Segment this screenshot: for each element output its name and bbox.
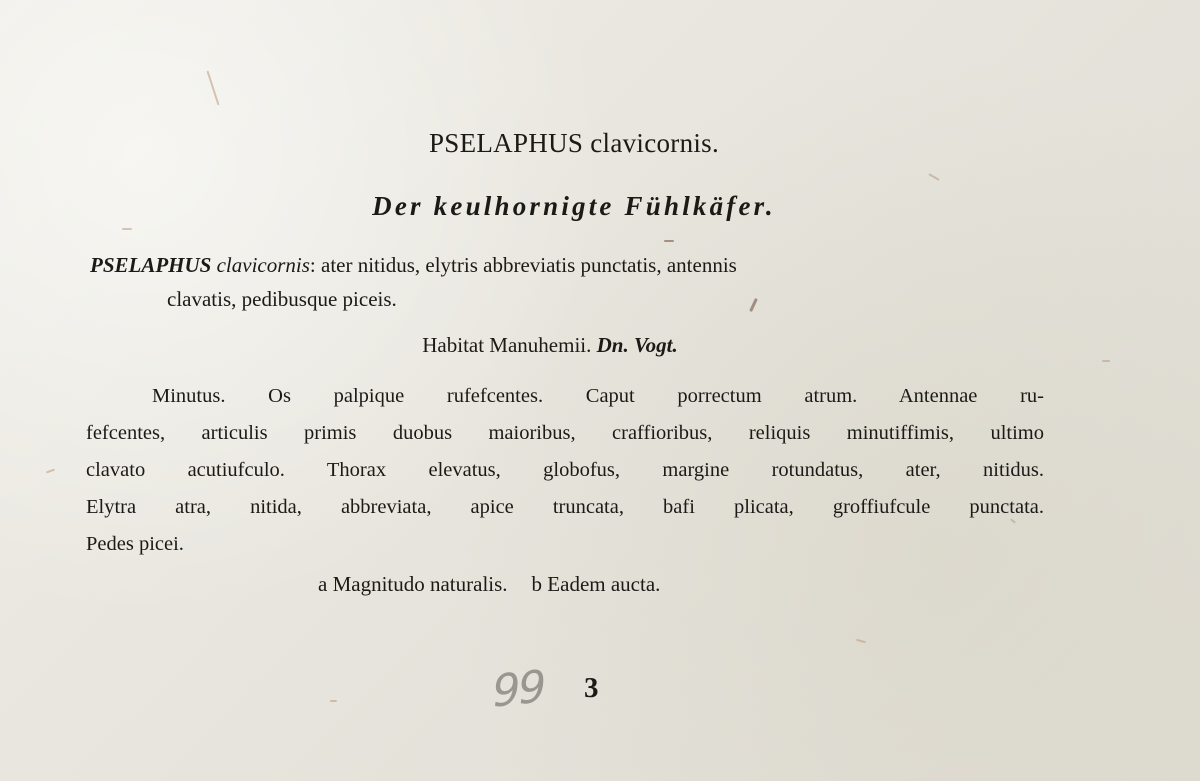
species-epithet: clavicornis — [216, 253, 310, 277]
caption-a: a Magnitudo naturalis. — [318, 572, 508, 596]
habitat-text: Habitat Manuhemii. — [422, 333, 592, 357]
paper-fiber — [1102, 360, 1110, 362]
paper-fiber — [856, 639, 866, 644]
page-title: PSELAPHUS clavicornis. — [428, 128, 720, 158]
description-line: clavato acutiufculo. Thorax elevatus, globofus, margine rotundatus, ater, nitidus. — [86, 459, 1044, 481]
diagnosis-line-1 — [90, 248, 1042, 282]
handwritten-note: 99 — [488, 660, 548, 719]
page-subtitle: Der keulhornigte Fühlkäfer. — [372, 191, 776, 221]
paper-fiber — [206, 71, 219, 106]
caption-b: b Eadem aucta. — [531, 572, 661, 596]
figure-caption — [318, 572, 818, 597]
habitat-line — [0, 333, 1100, 358]
description-line: Minutus. Os palpique rufefcentes. Caput porrectum atrum. Antennae ru- — [152, 385, 1044, 407]
paper-fiber — [122, 228, 132, 230]
species-description — [86, 378, 1044, 563]
page-number: 3 — [584, 672, 599, 704]
description-line: Pedes picei. — [86, 533, 184, 555]
diagnosis-line-2: clavatis, pedibusque piceis. — [167, 287, 397, 311]
habitat-author: Dn. Vogt. — [596, 333, 678, 357]
diagnosis-text: : ater nitidus, elytris abbreviatis punctatis, antennis — [309, 253, 737, 277]
species-diagnosis — [90, 248, 1042, 316]
description-line: fefcentes, articulis primis duobus maioribus, craffioribus, reliquis minutiffimis, ultimo — [86, 422, 1044, 444]
paper-fiber — [330, 700, 337, 702]
genus-name: PSELAPHUS — [90, 253, 212, 277]
paper-fiber — [928, 173, 939, 181]
description-line: Elytra atra, nitida, abbreviata, apice truncata, bafi plicata, groffiufcule punctata. — [86, 496, 1044, 518]
paper-fiber — [664, 240, 674, 242]
paper-fiber — [46, 469, 55, 474]
